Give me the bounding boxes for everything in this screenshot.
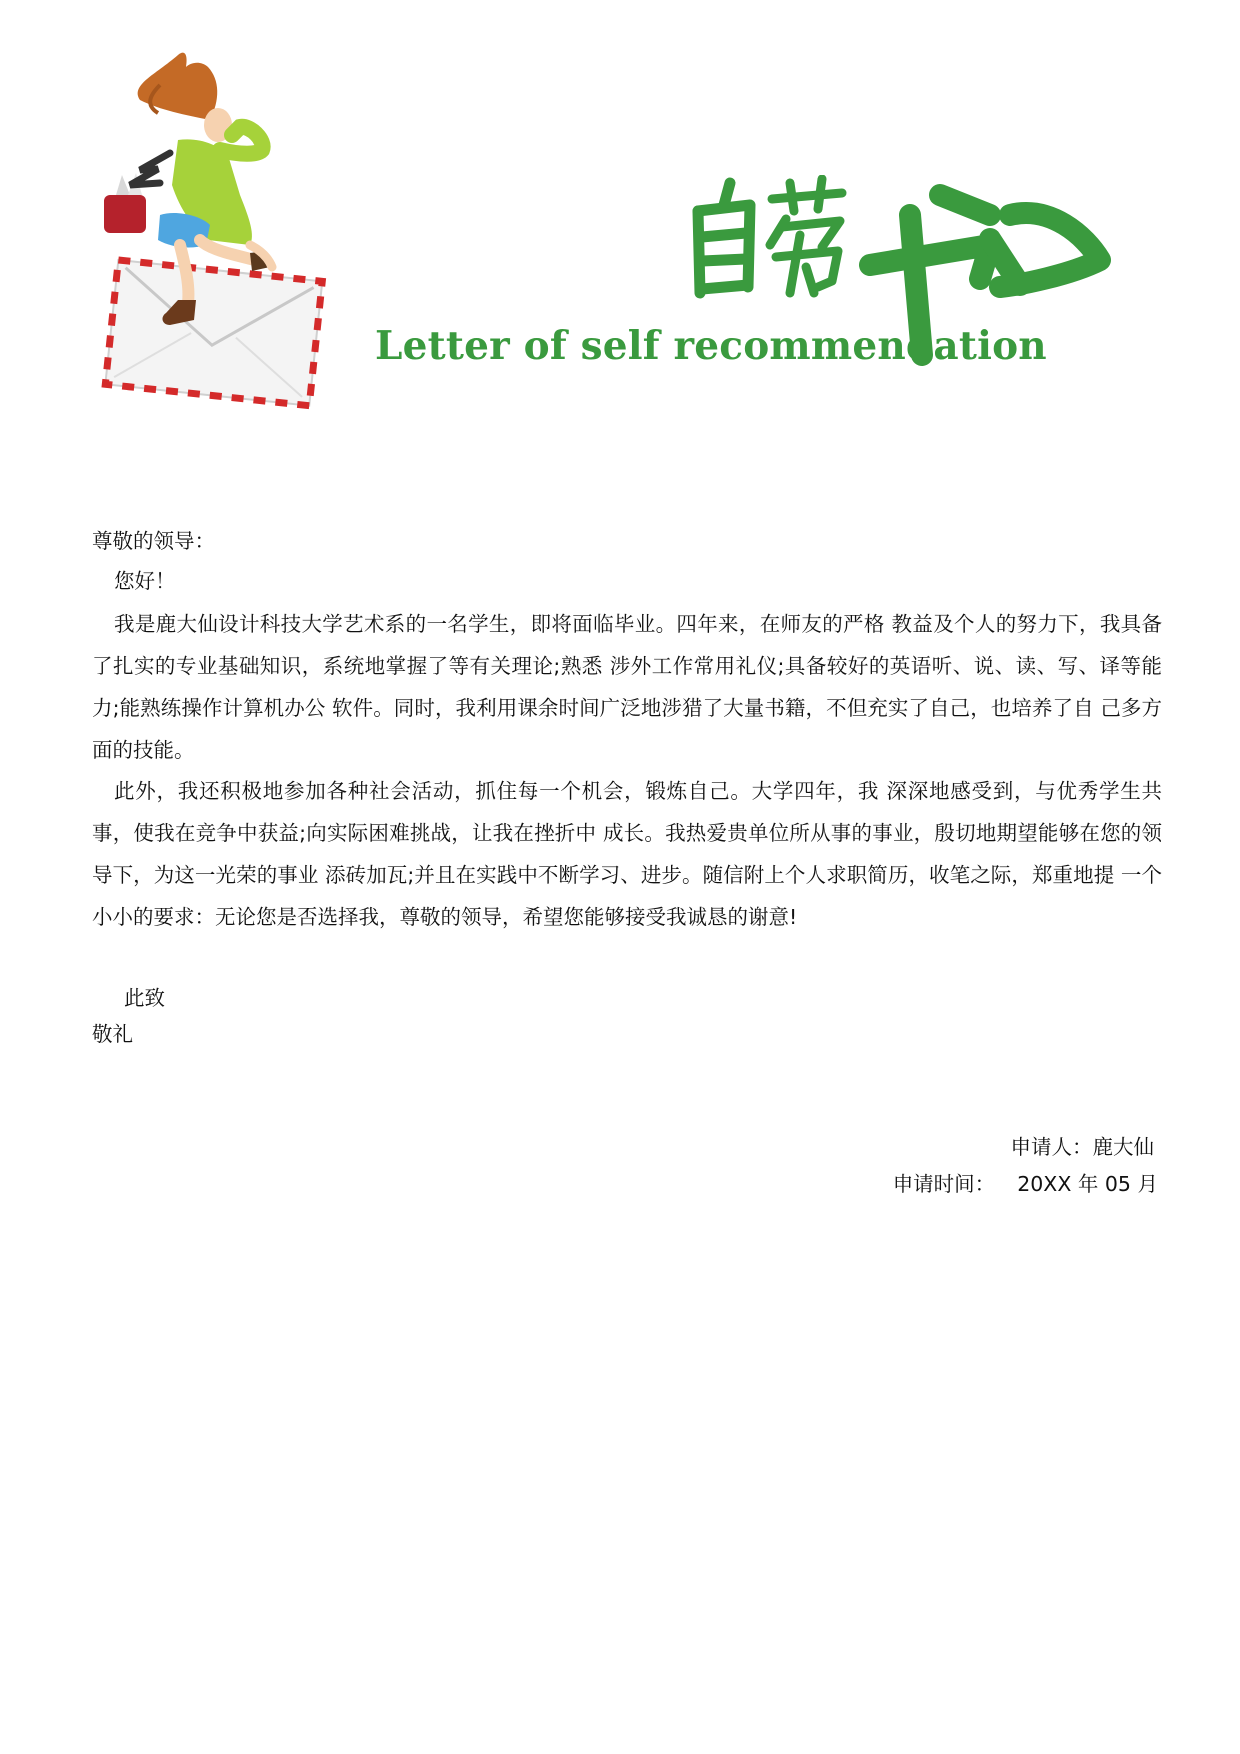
- girl-riding-envelope-illustration: [100, 45, 370, 415]
- body-paragraph-2: 此外，我还积极地参加各种社会活动，抓住每一个机会，锻炼自己。大学四年，我 深深地感受到，与优秀学生共事，使我在竞争中获益;向实际困难挑战，让我在挫折中 成长。我热爱贵单位所从事的事业，殷切地期望能够在您的领导下，为这一光荣的事业 添砖加瓦;并且在实践中不断学习、进步。随信附上个人求职简历，收笔之际，郑重地提 一个小小的要求：无论您是否选择我，尊敬的领导，希望您能够接受我诚恳的谢意!: [92, 779, 1162, 929]
- salutation: 尊敬的领导：: [92, 529, 215, 553]
- closing-line-2: 敬礼: [92, 1022, 133, 1046]
- envelope-icon: [105, 260, 322, 406]
- greeting: 您好！: [114, 569, 176, 593]
- applicant-line: [1011, 1130, 1155, 1164]
- applicant-label: 申请人：: [1010, 1135, 1093, 1159]
- date-value: 20XX 年 05 月: [1017, 1172, 1158, 1196]
- title-english: Letter of self recommendation: [375, 323, 1047, 369]
- date-line: [893, 1167, 1158, 1201]
- body-paragraph-1: 我是鹿大仙设计科技大学艺术系的一名学生，即将面临毕业。四年来，在师友的严格 教益及个人的努力下，我具备了扎实的专业基础知识，系统地掌握了等有关理论;熟悉 涉外工作常用礼仪;具备较好的英语听、说、读、写、译等能力;能熟练操作计算机办公 软件。同时，我利用课余时间广泛地涉猎了大量书籍，不但充实了自己，也培养了自 己多方面的技能。: [92, 612, 1162, 762]
- date-label: 申请时间：: [892, 1172, 996, 1196]
- closing-line-1: 此致: [124, 986, 165, 1010]
- applicant-name: 鹿大仙: [1092, 1135, 1154, 1159]
